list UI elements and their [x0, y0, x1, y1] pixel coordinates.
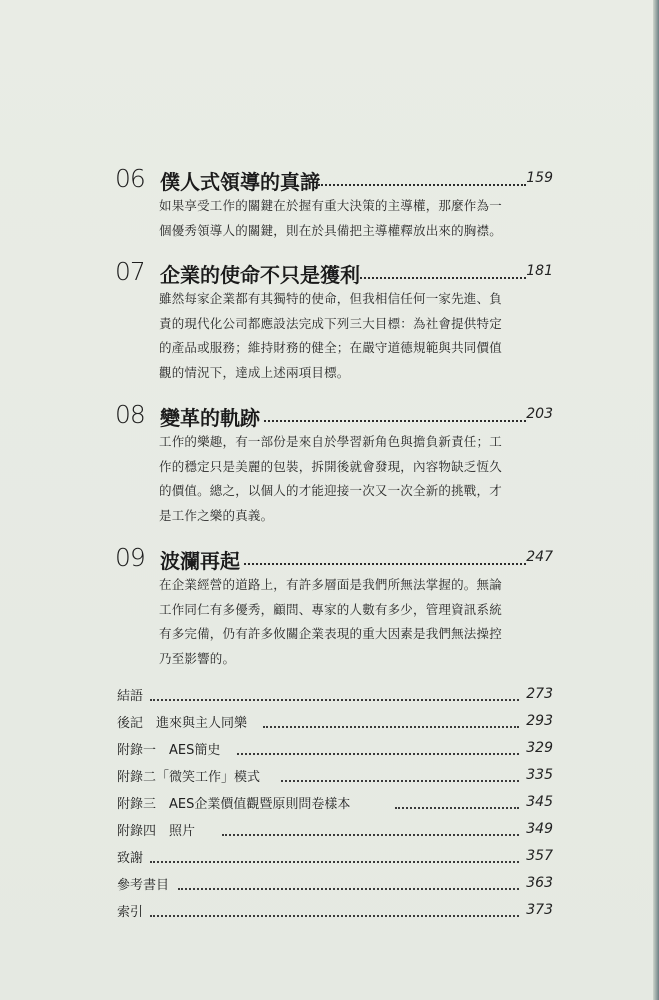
dot-leader	[150, 849, 519, 863]
summary-line: 個優秀領導人的關鍵，則在於具備把主導權釋放出來的胸襟。	[159, 222, 502, 238]
entry-page-number: 345	[526, 794, 553, 810]
chapter-number: 09	[115, 543, 145, 572]
chapter-entry	[0, 257, 659, 380]
dot-leader	[244, 549, 526, 565]
entry-label: 參考書目	[117, 878, 170, 893]
dot-leader	[237, 741, 519, 755]
dot-leader	[395, 795, 519, 809]
chapter-entry	[0, 543, 659, 666]
dot-leader	[222, 822, 519, 836]
entry-page-number: 373	[526, 902, 553, 918]
chapter-number: 06	[115, 164, 145, 193]
chapter-number: 08	[115, 400, 145, 429]
chapter-title: 僕人式領導的真諦	[160, 170, 320, 194]
summary-line: 如果享受工作的關鍵在於握有重大決策的主導權，那麼作為一	[159, 198, 502, 213]
toc-entry-acknowledgements[interactable]	[0, 845, 659, 867]
summary-line: 乃至影響的。	[159, 650, 236, 666]
chapter-summary	[159, 287, 511, 385]
toc-entry-appendix-1[interactable]	[0, 737, 659, 759]
entry-page-number: 329	[526, 740, 553, 756]
dot-leader	[263, 714, 519, 728]
summary-line: 雖然每家企業都有其獨特的使命，但我相信任何一家先進、負	[159, 291, 502, 306]
chapter-page-number: 181	[526, 263, 553, 279]
toc-entry-appendix-4[interactable]	[0, 818, 659, 840]
chapter-summary	[159, 573, 511, 671]
chapter-summary	[159, 430, 511, 528]
summary-line: 責的現代化公司都應設法完成下列三大目標：為社會提供特定	[159, 315, 502, 331]
entry-page-number: 335	[526, 767, 553, 783]
entry-label: 結語	[117, 689, 144, 704]
chapter-title: 變革的軌跡	[160, 406, 260, 430]
chapter-title: 波瀾再起	[160, 549, 240, 573]
chapter-summary	[159, 194, 511, 243]
entry-label: 後記 進來與主人同樂	[117, 716, 248, 731]
entry-label: 附錄四 照片	[117, 824, 196, 839]
chapter-page-number: 203	[526, 406, 553, 422]
chapter-page-number: 247	[526, 549, 553, 565]
summary-line: 是工作之樂的真義。	[159, 507, 274, 523]
dot-leader	[150, 687, 519, 701]
toc-entry-afterword[interactable]	[0, 710, 659, 732]
summary-line: 工作同仁有多優秀，顧問、專家的人數有多少，管理資訊系統	[159, 601, 502, 617]
dot-leader	[150, 903, 519, 917]
chapter-entry	[0, 400, 659, 523]
chapter-number: 07	[115, 257, 145, 286]
summary-line: 的價值。總之，以個人的才能迎接一次又一次全新的挑戰，才	[159, 483, 502, 498]
toc-entry-bibliography[interactable]	[0, 872, 659, 894]
dot-leader	[281, 768, 519, 782]
entry-label: 附錄一 AES簡史	[117, 743, 221, 758]
toc-entry-appendix-2[interactable]	[0, 764, 659, 786]
chapter-page-number: 159	[526, 170, 553, 186]
chapter-entry	[0, 164, 659, 238]
chapter-heading[interactable]	[0, 400, 659, 430]
entry-page-number: 273	[526, 686, 553, 702]
entry-page-number: 349	[526, 821, 553, 837]
entry-page-number: 357	[526, 848, 553, 864]
summary-line: 工作的樂趣，有一部份是來自於學習新角色與擔負新責任；工	[159, 434, 502, 449]
entry-label: 索引	[117, 905, 144, 920]
entry-page-number: 293	[526, 713, 553, 729]
dot-leader	[318, 170, 526, 186]
chapter-heading[interactable]	[0, 543, 659, 573]
summary-line: 作的穩定只是美麗的包裝，拆開後就會發現，內容物缺乏恆久	[159, 458, 502, 474]
summary-line: 的產品或服務；維持財務的健全；在嚴守道德規範與共同價值	[159, 340, 502, 355]
summary-line: 在企業經營的道路上，有許多層面是我們所無法掌握的。無論	[159, 577, 502, 592]
dot-leader	[178, 876, 519, 890]
dot-leader	[264, 406, 526, 422]
chapter-title: 企業的使命不只是獲利	[160, 263, 360, 287]
dot-leader	[360, 263, 526, 279]
summary-line: 觀的情況下，達成上述兩項目標。	[159, 364, 350, 380]
entry-label: 附錄二「微笑工作」模式	[117, 770, 261, 785]
entry-label: 附錄三 AES企業價值觀暨原則問卷樣本	[117, 797, 351, 812]
entry-label: 致謝	[117, 851, 144, 866]
entry-page-number: 363	[526, 875, 553, 891]
toc-entry-appendix-3[interactable]	[0, 791, 659, 813]
chapter-heading[interactable]	[0, 164, 659, 194]
toc-entry-index[interactable]	[0, 899, 659, 921]
toc-entry-conclusion[interactable]	[0, 683, 659, 705]
summary-line: 有多完備，仍有許多攸關企業表現的重大因素是我們無法操控	[159, 626, 502, 641]
chapter-heading[interactable]	[0, 257, 659, 287]
